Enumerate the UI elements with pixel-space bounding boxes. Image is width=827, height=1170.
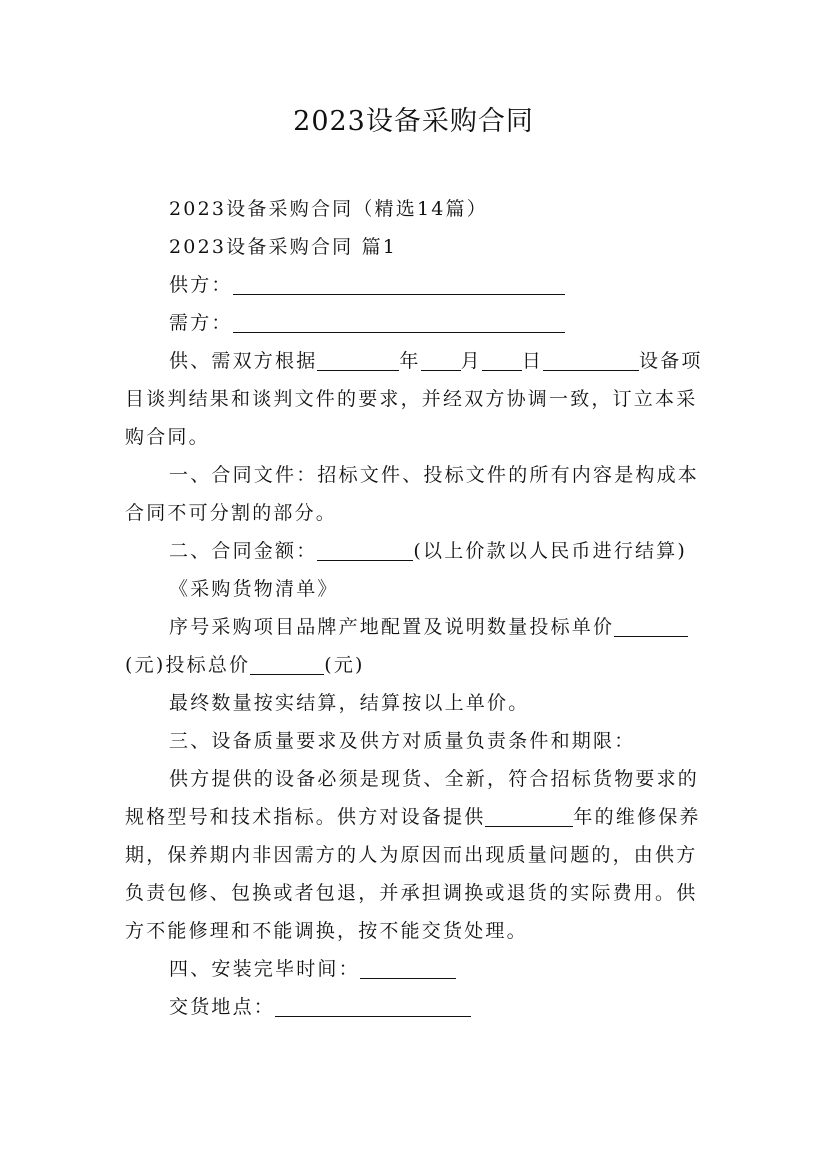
list-total-text: (元)投标总价 — [125, 654, 251, 676]
final-quantity: 最终数量按实结算，结算按以上单价。 — [169, 692, 530, 714]
item-contract-docs: 一、合同文件：招标文件、投标文件的所有内容是构成本合同不可分割的部分。 — [125, 464, 700, 524]
supplier-line — [125, 266, 710, 304]
quality-text-a: 供方提供的设备必须是现货、全新，符合招标货物要求的规格型号和技术指标。供方对设备提供 — [125, 768, 700, 828]
blank-year — [317, 348, 399, 371]
goods-list-title: 《采购货物清单》 — [169, 578, 339, 600]
subtitle: 2023设备采购合同（精选14篇） — [169, 198, 488, 220]
document-body — [125, 190, 710, 1026]
basis-text-a: 供、需双方根据 — [169, 350, 318, 372]
blank-day — [482, 348, 522, 371]
supplier-blank — [233, 272, 565, 295]
section-heading: 2023设备采购合同 篇1 — [169, 236, 398, 258]
amount-blank — [317, 538, 413, 561]
supplier-label: 供方： — [169, 274, 233, 296]
install-blank — [360, 956, 456, 979]
delivery-label: 交货地点： — [169, 996, 276, 1018]
item-quality: 三、设备质量要求及供方对质量负责条件和期限： — [169, 730, 636, 752]
buyer-label: 需方： — [169, 312, 233, 334]
delivery-blank — [275, 994, 471, 1017]
blank-project — [543, 348, 639, 371]
unit-price-blank — [614, 614, 688, 637]
document-title: 2023设备采购合同 — [293, 106, 534, 137]
amount-label: 二、合同金额： — [169, 540, 318, 562]
quality-paragraph — [125, 760, 710, 950]
amount-note: (以上价款以人民币进行结算) — [413, 540, 688, 562]
delivery-location — [125, 988, 710, 1026]
total-price-blank — [250, 652, 324, 675]
basis-text-b: 设备项目谈判结果和谈判文件的要求，并经双方协调一致，订立本采购合同。 — [125, 350, 703, 448]
buyer-line — [125, 304, 710, 342]
item-install-time — [125, 950, 710, 988]
list-header-text: 序号采购项目品牌产地配置及说明数量投标单价 — [169, 616, 615, 638]
goods-list-header — [125, 608, 710, 684]
list-unit-text: (元) — [324, 654, 365, 676]
blank-month — [421, 348, 461, 371]
basis-text-year: 年 — [399, 350, 421, 372]
basis-text-day: 日 — [521, 350, 544, 372]
warranty-years-blank — [485, 804, 573, 827]
quality-text-b: 年的维修保养期，保养期内非因需方的人为原因而出现质量问题的，由供方负责包修、包换或者包退，并承担调换或退货的实际费用。供方不能修理和不能调换，按不能交货处理。 — [125, 806, 701, 942]
buyer-blank — [233, 310, 565, 333]
basis-text-month: 月 — [460, 350, 482, 372]
item-contract-amount — [125, 532, 710, 570]
install-label: 四、安装完毕时间： — [169, 958, 360, 980]
paragraph-basis — [125, 342, 710, 456]
